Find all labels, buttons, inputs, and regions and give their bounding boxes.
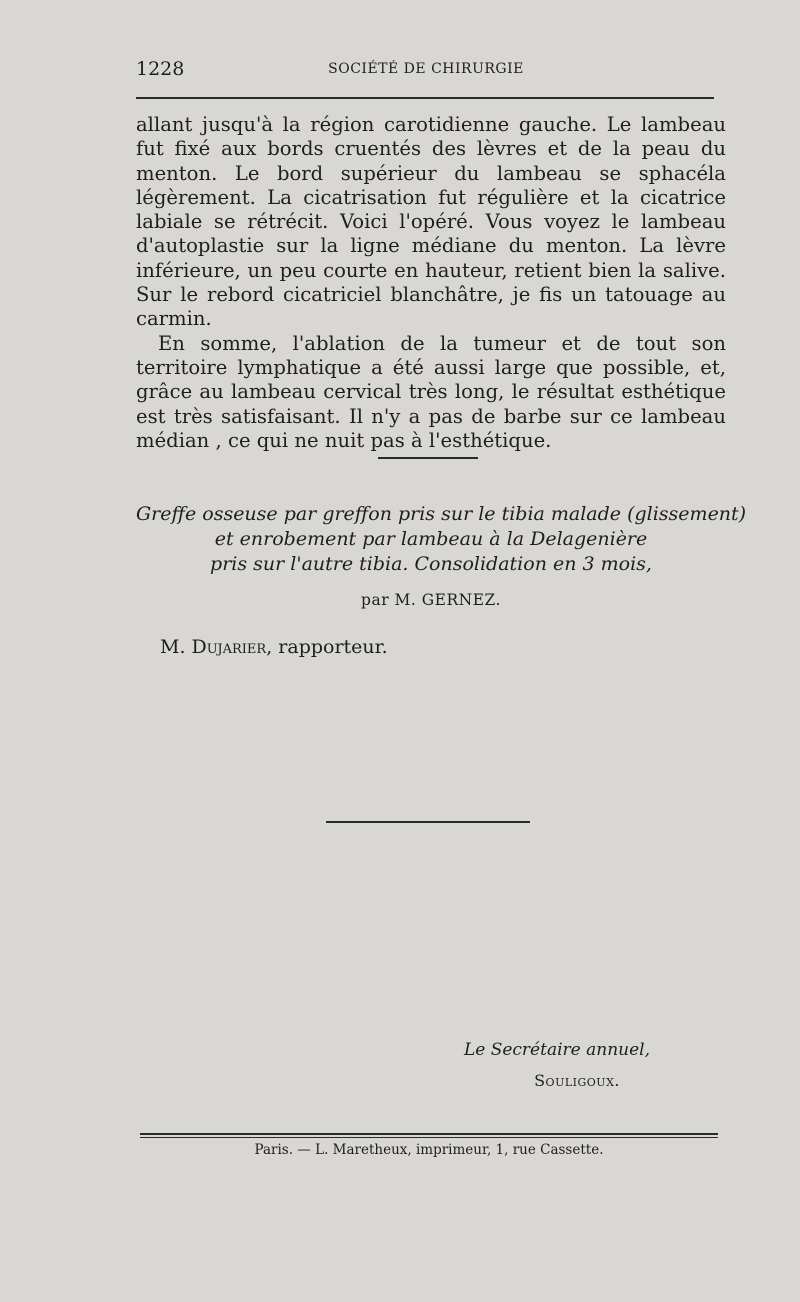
article-title bbox=[136, 502, 747, 577]
printer-imprint: Paris. — L. Maretheux, imprimeur, 1, rue Cassette. bbox=[254, 1142, 604, 1158]
section-separator bbox=[326, 821, 530, 823]
rapporteur-prefix: M. bbox=[160, 636, 192, 658]
footer-rule-thin bbox=[140, 1137, 718, 1138]
body-text bbox=[136, 113, 726, 453]
section-separator bbox=[378, 457, 478, 459]
footer-rule bbox=[140, 1133, 718, 1135]
rapporteur-line bbox=[160, 636, 388, 658]
page-header bbox=[136, 58, 716, 88]
paragraph: En somme, l'ablation de la tumeur et de tout son territoire lymphatique a été aussi large que possible, et, grâce au lambeau cervical très long, le résultat esthétique est très satisfaisant. Il n'y a pas de barbe sur ce lambeau médian , ce qui ne nuit pas à l'esthétique. bbox=[136, 331, 726, 452]
rapporteur-name: Dujarier bbox=[191, 636, 267, 658]
paragraph: allant jusqu'à la région carotidienne gauche. Le lambeau fut fixé aux bords cruentés des lèvres et de la peau du menton. Le bord supérieur du lambeau se sphacéla légèrement. La cicatrisation fut régulière et la cicatrice labiale se rétrécit. Voici l'opéré. Vous voyez le lambeau d'autoplastie sur la ligne médiane du menton. La lèvre inférieure, un peu courte en hauteur, retient bien la salive. Sur le rebord cicatriciel blanchâtre, je fis un tatouage au carmin. bbox=[136, 113, 726, 331]
page-number: 1228 bbox=[136, 58, 185, 80]
header-rule bbox=[136, 97, 714, 99]
article-author: par M. GERNEZ. bbox=[361, 591, 501, 609]
article-title-line: et enrobement par lambeau à la Delagenière bbox=[214, 528, 648, 550]
running-head: SOCIÉTÉ DE CHIRURGIE bbox=[328, 61, 524, 77]
signature-name: Souligoux. bbox=[534, 1071, 620, 1090]
rapporteur-suffix: , rapporteur. bbox=[266, 636, 388, 658]
article-title-line: pris sur l'autre tibia. Consolidation en 3 mois, bbox=[210, 553, 652, 575]
article-title-line: Greffe osseuse par greffon pris sur le tibia malade (glissement) bbox=[136, 503, 747, 525]
signature-role: Le Secrétaire annuel, bbox=[463, 1040, 650, 1060]
